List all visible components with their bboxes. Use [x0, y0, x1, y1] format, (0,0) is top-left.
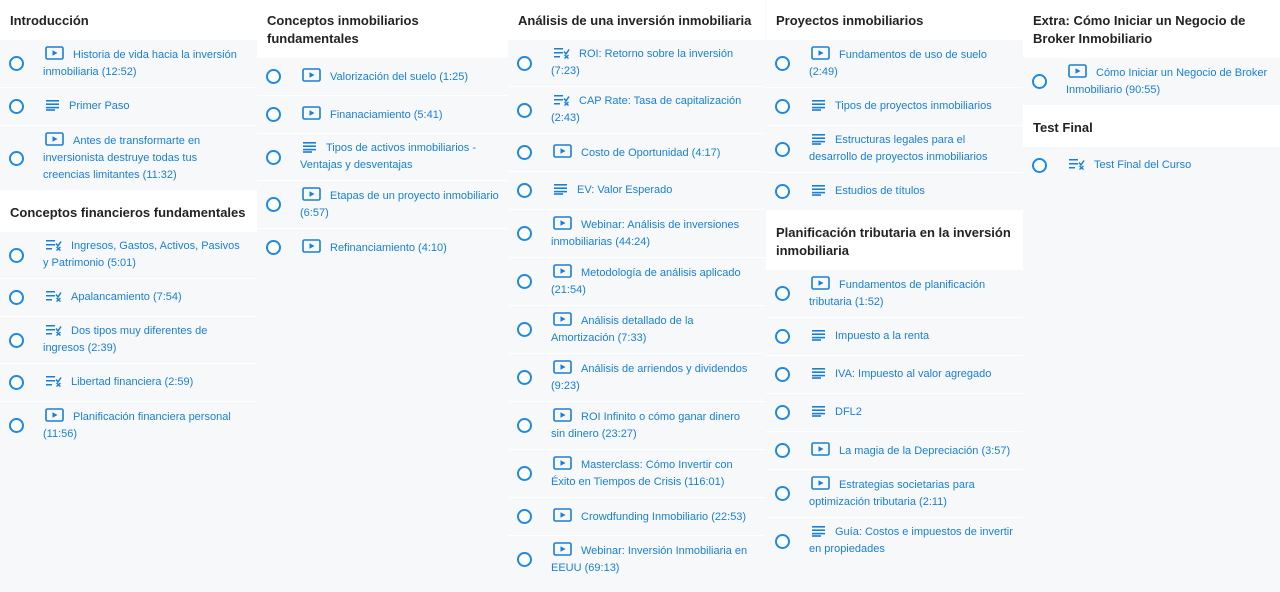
- lesson-link[interactable]: [1066, 157, 1191, 174]
- lesson-link[interactable]: [43, 408, 247, 443]
- lesson-title: Análisis de arriendos y dividendos (9:23): [551, 363, 748, 392]
- lesson-item[interactable]: [508, 305, 765, 353]
- lesson-title: IVA: Impuesto al valor agregado: [835, 368, 992, 380]
- lesson-title: Webinar: Análisis de inversiones inmobiliarias (44:24): [551, 219, 740, 248]
- video-icon: [302, 187, 321, 201]
- quiz-icon: [553, 46, 570, 59]
- section-title: Planificación tributaria en la inversión inmobiliaria: [766, 224, 1023, 269]
- lesson-item[interactable]: [0, 401, 257, 449]
- lesson-item[interactable]: [766, 39, 1023, 87]
- text-lines-icon: [302, 141, 317, 153]
- lesson-title: EV: Valor Esperado: [577, 184, 673, 196]
- course-section: [1023, 105, 1280, 184]
- completion-radio[interactable]: [517, 56, 532, 71]
- section-spacer: [1023, 105, 1280, 119]
- completion-radio[interactable]: [9, 56, 24, 71]
- lesson-title: Estudios de títulos: [835, 185, 925, 197]
- lesson-link[interactable]: [809, 328, 929, 345]
- lesson-list: [257, 57, 514, 266]
- lesson-item[interactable]: [0, 363, 257, 401]
- lesson-link[interactable]: [300, 239, 447, 257]
- completion-radio[interactable]: [517, 226, 532, 241]
- text-lines-icon: [811, 405, 826, 417]
- section-title: Test Final: [1023, 119, 1280, 146]
- completion-radio[interactable]: [9, 375, 24, 390]
- lesson-item[interactable]: [766, 269, 1023, 317]
- completion-radio[interactable]: [1032, 74, 1047, 89]
- lesson-list: [766, 39, 1023, 210]
- text-lines-icon: [811, 329, 826, 341]
- completion-radio[interactable]: [266, 197, 281, 212]
- curriculum-column-5: [1023, 0, 1280, 592]
- lesson-item[interactable]: [508, 353, 765, 401]
- lesson-item[interactable]: [508, 257, 765, 305]
- video-icon: [553, 312, 572, 326]
- lesson-title: DFL2: [835, 406, 862, 418]
- completion-radio[interactable]: [775, 486, 790, 501]
- lesson-title: Crowdfunding Inmobiliario (22:53): [581, 510, 747, 523]
- lesson-link[interactable]: [809, 276, 1013, 311]
- lesson-item[interactable]: [508, 133, 765, 171]
- video-icon: [811, 46, 830, 60]
- lesson-link[interactable]: [551, 408, 755, 443]
- lesson-link[interactable]: [300, 187, 504, 222]
- completion-radio[interactable]: [9, 151, 24, 166]
- completion-radio[interactable]: [775, 142, 790, 157]
- video-icon: [302, 239, 321, 253]
- completion-radio[interactable]: [775, 405, 790, 420]
- lesson-item[interactable]: [1023, 146, 1280, 184]
- lesson-list: [1023, 57, 1280, 105]
- completion-radio[interactable]: [775, 443, 790, 458]
- text-lines-icon: [811, 99, 826, 111]
- lesson-link[interactable]: [809, 98, 992, 115]
- quiz-icon: [1068, 157, 1085, 170]
- lesson-title: Tipos de proyectos inmobiliarios: [835, 100, 992, 112]
- quiz-icon: [45, 323, 62, 336]
- section-title: Introducción: [0, 0, 257, 39]
- video-icon: [553, 456, 572, 470]
- lesson-item[interactable]: [508, 401, 765, 449]
- lesson-title: Primer Paso: [69, 100, 130, 112]
- lesson-link[interactable]: [300, 68, 468, 86]
- lesson-link[interactable]: [809, 442, 1010, 460]
- lesson-title: Tipos de activos inmobiliarios - Ventajas y desventajas: [300, 142, 476, 171]
- lesson-link[interactable]: [551, 360, 755, 395]
- curriculum-column-3: [508, 0, 765, 592]
- lesson-item[interactable]: [766, 393, 1023, 431]
- lesson-list: [0, 39, 257, 190]
- video-icon: [45, 408, 64, 422]
- text-lines-icon: [811, 367, 826, 379]
- text-lines-icon: [811, 525, 826, 537]
- lesson-link[interactable]: [551, 312, 755, 347]
- course-section: [257, 0, 514, 266]
- completion-radio[interactable]: [266, 107, 281, 122]
- video-icon: [45, 46, 64, 60]
- lesson-item[interactable]: [257, 95, 514, 133]
- lesson-link[interactable]: [551, 216, 755, 251]
- text-lines-icon: [553, 183, 568, 195]
- video-icon: [553, 360, 572, 374]
- lesson-title: Webinar: Inversión Inmobiliaria en EEUU (69:13): [551, 545, 748, 574]
- lesson-title: Libertad financiera (2:59): [71, 376, 194, 388]
- lesson-title: Finanaciamiento (5:41): [330, 108, 443, 121]
- section-spacer: [0, 190, 257, 204]
- completion-radio[interactable]: [775, 286, 790, 301]
- lesson-item[interactable]: [257, 57, 514, 95]
- lesson-link[interactable]: [43, 238, 247, 272]
- text-lines-icon: [811, 133, 826, 145]
- lesson-link[interactable]: [809, 524, 1013, 558]
- lesson-item[interactable]: [0, 125, 257, 190]
- completion-radio[interactable]: [775, 329, 790, 344]
- section-spacer: [766, 210, 1023, 224]
- lesson-link[interactable]: [551, 46, 755, 80]
- completion-radio[interactable]: [517, 509, 532, 524]
- lesson-item[interactable]: [766, 172, 1023, 210]
- lesson-title: Cómo Iniciar un Negocio de Broker Inmobiliario (90:55): [1066, 67, 1268, 96]
- lesson-link[interactable]: [809, 46, 1013, 81]
- lesson-item[interactable]: [0, 278, 257, 316]
- lesson-item[interactable]: [508, 39, 765, 86]
- lesson-link[interactable]: [551, 182, 672, 199]
- lesson-title: Historia de vida hacia la inversión inmobiliaria (12:52): [43, 49, 237, 78]
- lesson-title: Análisis detallado de la Amortización (7:33): [551, 315, 694, 344]
- completion-radio[interactable]: [775, 367, 790, 382]
- lesson-link[interactable]: [1066, 64, 1270, 99]
- completion-radio[interactable]: [9, 418, 24, 433]
- lesson-link[interactable]: [300, 106, 443, 124]
- lesson-item[interactable]: [766, 87, 1023, 125]
- lesson-title: Antes de transformarte en inversionista destruye todas tus creencias limitantes (11:32): [43, 135, 201, 181]
- lesson-link[interactable]: [551, 264, 755, 299]
- lesson-item[interactable]: [766, 125, 1023, 172]
- lesson-item[interactable]: [766, 469, 1023, 517]
- curriculum-column-2: [257, 0, 514, 592]
- completion-radio[interactable]: [775, 184, 790, 199]
- course-section: [0, 190, 257, 449]
- completion-radio[interactable]: [775, 56, 790, 71]
- lesson-link[interactable]: [551, 542, 755, 577]
- lesson-title: Refinanciamiento (4:10): [330, 241, 447, 254]
- lesson-title: Fundamentos de uso de suelo (2:49): [809, 49, 987, 78]
- completion-radio[interactable]: [517, 274, 532, 289]
- completion-radio[interactable]: [1032, 158, 1047, 173]
- completion-radio[interactable]: [266, 240, 281, 255]
- section-title: Proyectos inmobiliarios: [766, 0, 1023, 39]
- quiz-icon: [45, 238, 62, 251]
- completion-radio[interactable]: [517, 466, 532, 481]
- lesson-item[interactable]: [766, 431, 1023, 469]
- video-icon: [553, 216, 572, 230]
- lesson-item[interactable]: [0, 87, 257, 125]
- lesson-item[interactable]: [0, 316, 257, 363]
- completion-radio[interactable]: [517, 145, 532, 160]
- completion-radio[interactable]: [517, 183, 532, 198]
- completion-radio[interactable]: [266, 69, 281, 84]
- lesson-title: Ingresos, Gastos, Activos, Pasivos y Patrimonio (5:01): [43, 240, 240, 269]
- lesson-title: Fundamentos de planificación tributaria (1:52): [809, 279, 986, 308]
- lesson-title: Impuesto a la renta: [835, 330, 930, 342]
- completion-radio[interactable]: [517, 418, 532, 433]
- quiz-icon: [45, 289, 62, 302]
- lesson-item[interactable]: [257, 180, 514, 228]
- lesson-link[interactable]: [551, 456, 755, 491]
- lesson-title: Apalancamiento (7:54): [71, 291, 182, 303]
- lesson-item[interactable]: [257, 133, 514, 180]
- lesson-title: ROI: Retorno sobre la inversión (7:23): [551, 48, 734, 77]
- quiz-icon: [45, 374, 62, 387]
- lesson-title: La magia de la Depreciación (3:57): [839, 444, 1011, 457]
- lesson-title: Test Final del Curso: [1094, 159, 1192, 171]
- video-icon: [553, 542, 572, 556]
- video-icon: [811, 442, 830, 456]
- completion-radio[interactable]: [9, 248, 24, 263]
- lesson-link[interactable]: [43, 46, 247, 81]
- lesson-item[interactable]: [508, 535, 765, 583]
- text-lines-icon: [811, 184, 826, 196]
- course-section: [766, 210, 1023, 564]
- course-section: [1023, 0, 1280, 105]
- course-section: [508, 0, 765, 583]
- video-icon: [811, 476, 830, 490]
- completion-radio[interactable]: [775, 99, 790, 114]
- lesson-title: Dos tipos muy diferentes de ingresos (2:39): [43, 325, 208, 354]
- lesson-item[interactable]: [508, 209, 765, 257]
- completion-radio[interactable]: [517, 322, 532, 337]
- video-icon: [302, 68, 321, 82]
- lesson-item[interactable]: [508, 86, 765, 133]
- video-icon: [302, 106, 321, 120]
- video-icon: [553, 144, 572, 158]
- lesson-link[interactable]: [809, 476, 1013, 511]
- lesson-list: [0, 231, 257, 449]
- lesson-list: [508, 39, 765, 583]
- lesson-title: Planificación financiera personal (11:56): [43, 411, 231, 440]
- video-icon: [811, 276, 830, 290]
- video-icon: [553, 408, 572, 422]
- lesson-list: [1023, 146, 1280, 184]
- section-title: Extra: Cómo Iniciar un Negocio de Broker Inmobiliario: [1023, 0, 1280, 57]
- lesson-link[interactable]: [43, 323, 247, 357]
- lesson-link[interactable]: [300, 140, 504, 174]
- curriculum-column-1: [0, 0, 257, 592]
- lesson-title: Metodología de análisis aplicado (21:54): [551, 267, 741, 296]
- lesson-title: Costo de Oportunidad (4:17): [581, 146, 721, 159]
- lesson-link[interactable]: [43, 374, 193, 391]
- lesson-item[interactable]: [766, 355, 1023, 393]
- lesson-link[interactable]: [43, 289, 182, 306]
- text-lines-icon: [45, 99, 60, 111]
- section-title: Análisis de una inversión inmobiliaria: [508, 0, 765, 39]
- completion-radio[interactable]: [517, 370, 532, 385]
- quiz-icon: [553, 93, 570, 106]
- lesson-link[interactable]: [809, 183, 925, 200]
- lesson-link[interactable]: [551, 508, 746, 526]
- section-title: Conceptos inmobiliarios fundamentales: [257, 0, 514, 57]
- completion-radio[interactable]: [266, 150, 281, 165]
- lesson-title: Estrategias societarias para optimización tributaria (2:11): [809, 479, 975, 508]
- video-icon: [553, 508, 572, 522]
- lesson-item[interactable]: [0, 231, 257, 278]
- video-icon: [1068, 64, 1087, 78]
- lesson-item[interactable]: [508, 171, 765, 209]
- lesson-item[interactable]: [508, 449, 765, 497]
- completion-radio[interactable]: [9, 99, 24, 114]
- lesson-item[interactable]: [508, 497, 765, 535]
- completion-radio[interactable]: [517, 103, 532, 118]
- completion-radio[interactable]: [9, 333, 24, 348]
- lesson-link[interactable]: [43, 98, 130, 115]
- section-title: Conceptos financieros fundamentales: [0, 204, 257, 231]
- lesson-item[interactable]: [257, 228, 514, 266]
- lesson-item[interactable]: [1023, 57, 1280, 105]
- lesson-title: Etapas de un proyecto inmobiliario (6:57): [300, 190, 499, 219]
- course-section: [766, 0, 1023, 210]
- video-icon: [45, 132, 64, 146]
- lesson-link[interactable]: [809, 366, 991, 383]
- course-section: [0, 0, 257, 190]
- lesson-item[interactable]: [0, 39, 257, 87]
- video-icon: [553, 264, 572, 278]
- lesson-item[interactable]: [766, 317, 1023, 355]
- lesson-list: [766, 269, 1023, 564]
- lesson-title: ROI Infinito o cómo ganar dinero sin dinero (23:27): [551, 411, 740, 440]
- lesson-item[interactable]: [766, 517, 1023, 564]
- lesson-title: CAP Rate: Tasa de capitalización (2:43): [551, 95, 742, 124]
- lesson-title: Estructuras legales para el desarrollo de proyectos inmobiliarios: [809, 134, 988, 163]
- lesson-link[interactable]: [43, 132, 247, 184]
- lesson-link[interactable]: [551, 144, 720, 162]
- lesson-title: Valorización del suelo (1:25): [330, 70, 468, 83]
- completion-radio[interactable]: [9, 290, 24, 305]
- lesson-link[interactable]: [809, 404, 862, 421]
- lesson-link[interactable]: [809, 132, 1013, 166]
- lesson-title: Guía: Costos e impuestos de invertir en propiedades: [809, 526, 1013, 555]
- lesson-title: Masterclass: Cómo Invertir con Éxito en Tiempos de Crisis (116:01): [551, 459, 733, 488]
- curriculum-column-4: [766, 0, 1023, 592]
- completion-radio[interactable]: [775, 534, 790, 549]
- lesson-link[interactable]: [551, 93, 755, 127]
- completion-radio[interactable]: [517, 552, 532, 567]
